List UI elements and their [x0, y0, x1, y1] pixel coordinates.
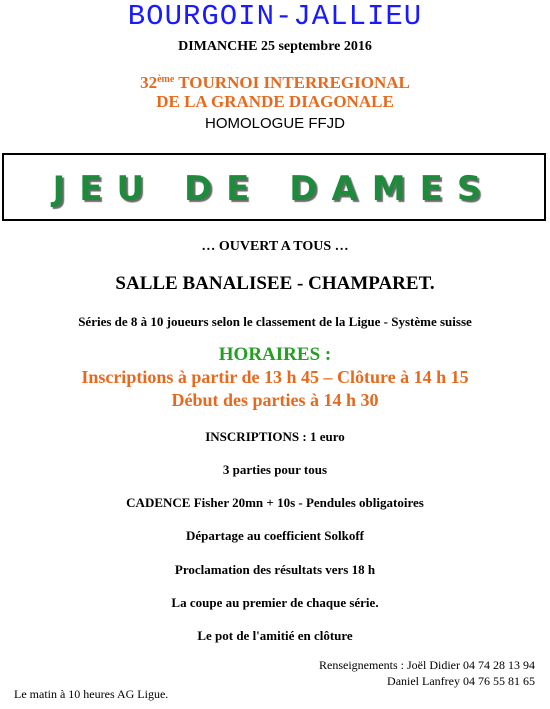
rounds: 3 parties pour tous — [222, 462, 328, 477]
venue: SALLE BANALISEE - CHAMPARET. — [115, 273, 435, 294]
tournament-ordinal: ème — [157, 74, 175, 85]
cadence: CADENCE Fisher 20mn + 10s - Pendules obligatoires — [126, 495, 424, 510]
footer-note: Le matin à 10 heures AG Ligue. — [14, 687, 169, 701]
banner-title: JEU DE DAMES — [52, 169, 496, 209]
start-time: Début des parties à 14 h 30 — [171, 390, 379, 410]
schedule-heading: HORAIRES : — [218, 344, 332, 365]
event-date: DIMANCHE 25 septembre 2016 — [178, 39, 372, 54]
open-to-all: … OUVERT A TOUS … — [201, 239, 349, 254]
title-banner — [2, 153, 546, 221]
results-time: Proclamation des résultats vers 18 h — [174, 562, 376, 577]
registration-time: Inscriptions à partir de 13 h 45 – Clôture à 14 h 15 — [81, 367, 469, 387]
homologation: HOMOLOGUE FFJD — [204, 115, 345, 132]
cup-info: La coupe au premier de chaque série. — [171, 595, 379, 610]
tournament-title-line1 — [0, 69, 550, 93]
closing-drink: Le pot de l'amitié en clôture — [197, 628, 353, 643]
series-info: Séries de 8 à 10 joueurs selon le classement de la Ligue - Système suisse — [78, 314, 472, 329]
registration-fee: INSCRIPTIONS : 1 euro — [205, 429, 345, 444]
city-title: BOURGOIN-JALLIEU — [127, 0, 423, 33]
tournament-title-line2: DE LA GRANDE DIAGONALE — [156, 92, 394, 111]
tournament-title-rest: TOURNOI INTERREGIONAL — [174, 73, 410, 92]
tiebreak: Départage au coefficient Solkoff — [186, 528, 364, 543]
contact-line-2: Daniel Lanfrey 04 76 55 81 65 — [387, 674, 535, 688]
tournament-number: 32 — [140, 73, 158, 92]
contact-line-1: Renseignements : Joël Didier 04 74 28 13 94 — [319, 658, 535, 672]
